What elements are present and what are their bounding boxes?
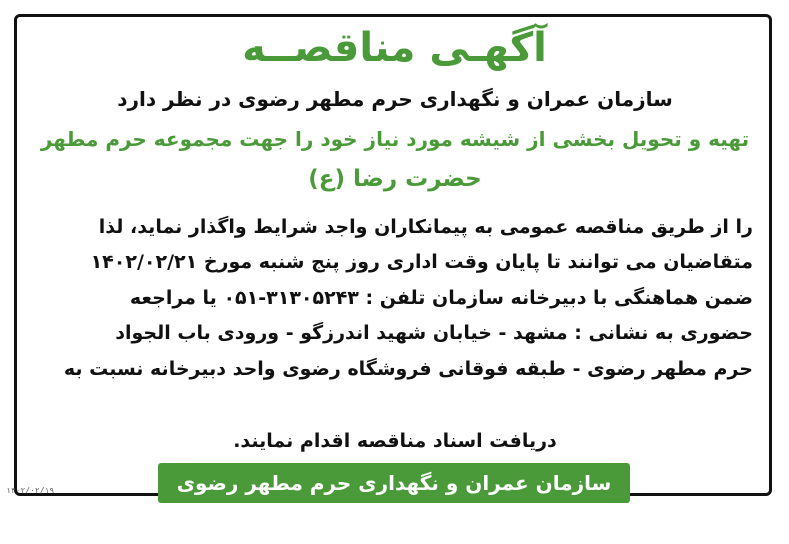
body-line-4: حضوری به نشانی : مشهد - خیابان شهید اندرزگو - ورودی باب الجواد: [115, 322, 753, 344]
body-line-1: را از طریق مناقصه عمومی به پیمانکاران واجد شرایط واگذار نماید، لذا: [98, 216, 753, 238]
notice-title: آگهـی مناقصــه: [242, 25, 547, 71]
print-date-stamp: ۱۴۰۲/۰۲/۱۹: [6, 486, 55, 495]
body-line-6: دریافت اسناد مناقصه اقدام نمایند.: [233, 430, 557, 452]
footer-banner: [158, 463, 630, 503]
body-line-3: ضمن هماهنگی با دبیرخانه سازمان تلفن : ۳۱۳۰۵۲۴۳-۰۵۱ یا مراجعه: [129, 287, 753, 309]
headline-line-2: حضرت رضا (ع): [308, 166, 482, 192]
headline-line-1: تهیه و تحویل بخشی از شیشه مورد نیاز خود را جهت مجموعه حرم مطهر: [40, 127, 750, 151]
body-line-5: حرم مطهر رضوی - طبقه فوقانی فروشگاه رضوی واحد دبیرخانه نسبت به: [63, 358, 753, 380]
body-line-2: متقاضیان می توانند تا پایان وقت اداری روز پنج شنبه مورخ ۱۴۰۲/۰۲/۲۱: [90, 251, 753, 273]
notice-intro: سازمان عمران و نگهداری حرم مطهر رضوی در نظر دارد: [117, 87, 673, 111]
footer-organization: سازمان عمران و نگهداری حرم مطهر رضوی: [176, 471, 612, 495]
